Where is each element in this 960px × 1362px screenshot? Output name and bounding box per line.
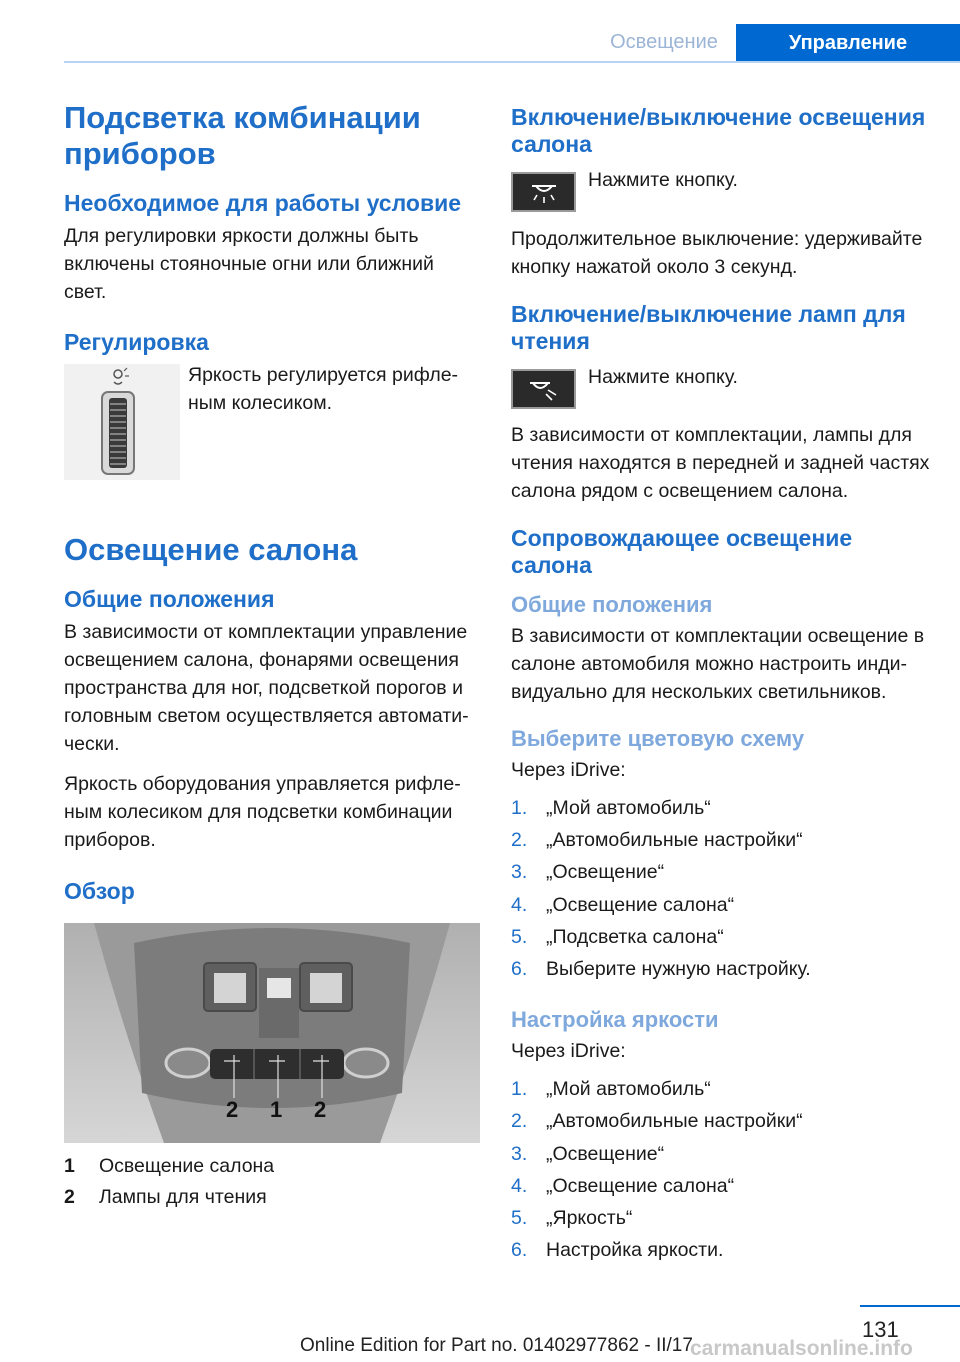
heading-adjustment: Регулировка [64, 329, 209, 355]
heading-overview: Обзор [64, 878, 135, 904]
reading-light-icon [524, 375, 564, 403]
list-item: 6. Выберите нужную настройку. [511, 958, 811, 981]
legend-item: 1 Освещение салона [64, 1155, 275, 1177]
heading-general-right: Общие положения [511, 592, 713, 617]
heading-ambient-lighting: Сопровождающее освещение салона [511, 525, 853, 578]
right-column [511, 104, 931, 1266]
header-rule [64, 61, 960, 63]
footer-rule [860, 1305, 960, 1307]
edition-note: Online Edition for Part no. 01402977862 - II/17 [300, 1335, 693, 1356]
text-general-2: Яркость оборудования управляется рифленым колесиком для подсветки комбинации приборов. [64, 773, 461, 851]
list-item: 4. „Освещение салона“ [511, 1174, 735, 1197]
heading-instrument-lighting: Подсветка комбинации приборов [64, 100, 421, 171]
reading-light-button-image [511, 369, 576, 409]
header-chapter-tab: Управление [736, 24, 960, 63]
heading-requirement: Необходимое для работы условие [64, 190, 462, 216]
text-general-right: В зависимости от комплектации освещение в салоне автомобиля можно настроить индивидуально для нескольких светильников. [511, 625, 925, 703]
heading-general: Общие положения [64, 586, 275, 612]
text-press-button-1: Нажмите кнопку. [588, 169, 738, 191]
text-adjustment: Яркость регулируется рифленым колесиком. [188, 364, 459, 414]
heading-onoff-interior: Включение/выключение освещения салона [511, 104, 926, 157]
thumbwheel-icon [64, 364, 180, 480]
list-item: 3. „Освещение“ [511, 861, 665, 884]
thumbwheel-image [64, 364, 180, 480]
heading-brightness: Настройка яркости [511, 1007, 719, 1033]
list-item: 2. „Автомобильные настройки“ [511, 829, 803, 852]
interior-light-button-image [511, 172, 576, 212]
left-column [64, 100, 476, 1213]
header-section-label: Освещение [610, 31, 718, 53]
list-item: 6. Настройка яркости. [511, 1239, 724, 1262]
heading-interior-lighting: Освещение салона [64, 532, 358, 567]
text-general-1: В зависимости от комплектации управление освещением салона, фонарями освещения пространства для ног, подсветкой порогов и головным светом осуществляется автоматически. [64, 621, 469, 755]
list-item: 4. „Освещение салона“ [511, 893, 735, 916]
steps-color-scheme [511, 792, 931, 985]
list-item: 1. „Мой автомобиль“ [511, 797, 711, 819]
callout-2-left: 2 [226, 1097, 239, 1122]
text-via-idrive-1: Через iDrive: [511, 759, 626, 781]
list-item: 1. „Мой автомобиль“ [511, 1078, 711, 1101]
text-press-button-2: Нажмите кнопку. [588, 366, 738, 388]
list-item: 2. „Автомобильные настройки“ [511, 1110, 803, 1133]
legend-item: 2 Лампы для чтения [64, 1186, 267, 1208]
heading-onoff-reading: Включение/выключение ламп для чтения [511, 301, 906, 354]
legend [64, 1151, 476, 1213]
text-reading-lights: В зависимости от комплектации, лампы для чтения находятся в передней и задней частях салона рядом с освещением салона. [511, 424, 930, 502]
dome-light-icon [524, 178, 564, 206]
text-requirement: Для регулировки яркости должны быть включены стояночные огни или ближний свет. [64, 225, 434, 303]
callout-2-right: 2 [314, 1097, 327, 1122]
overhead-console-photo [64, 923, 480, 1143]
list-item: 5. „Яркость“ [511, 1207, 633, 1230]
list-item: 3. „Освещение“ [511, 1142, 665, 1165]
callout-1: 1 [270, 1097, 283, 1122]
text-long-off: Продолжительное выключение: удерживайте кнопку нажатой около 3 секунд. [511, 228, 923, 278]
text-via-idrive-2: Через iDrive: [511, 1040, 626, 1063]
page-number: 131 [862, 1317, 899, 1342]
heading-color-scheme: Выберите цветовую схему [511, 726, 805, 751]
list-item: 5. „Подсветка салона“ [511, 925, 724, 948]
steps-brightness [511, 1073, 931, 1266]
watermark: carmanualsonline.info [690, 1337, 913, 1360]
